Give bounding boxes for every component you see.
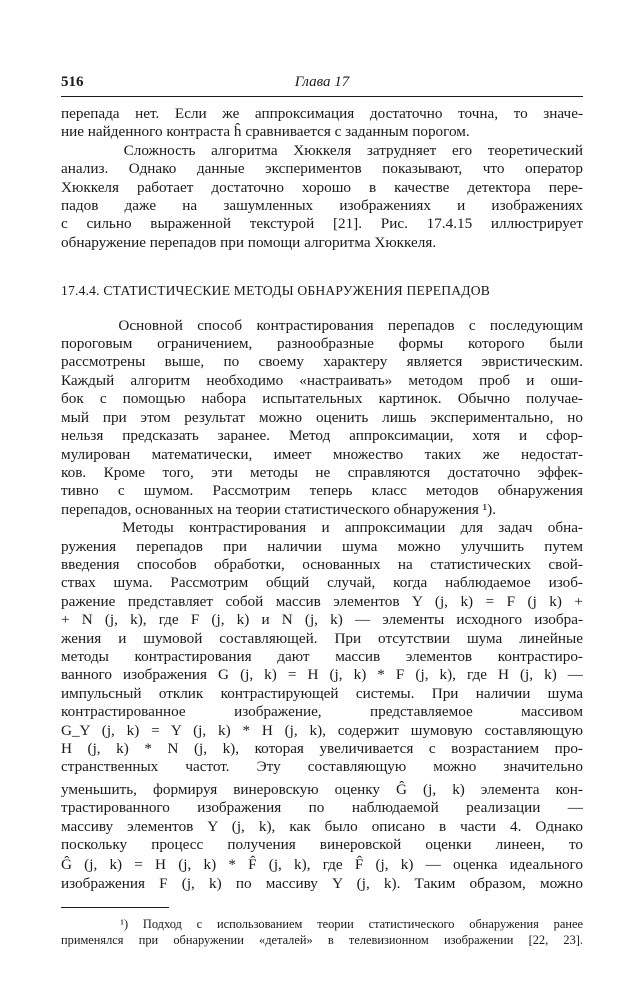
text-line: мый при этом результат можно оценить лишь экспериментально, но (61, 408, 583, 426)
text-line: Сложность алгоритма Хюккеля затрудняет его теоретический (61, 141, 583, 159)
text-line: введения способов обработки, основанных на статистических свой- (61, 555, 583, 573)
text-line: поскольку процесс получения винеровской оценки линеен, то (61, 836, 583, 854)
text-line: мулирован математически, имеет множество таких же недостат- (61, 445, 583, 463)
text-line: ние найденного контраста ĥ сравнивается с заданным порогом. (61, 123, 470, 141)
page (61, 74, 583, 949)
text-line: тивно с шумом. Рассмотрим теперь класс методов обнаружения (61, 482, 583, 500)
text-line: бок с помощью набора испытательных картинок. Обычно получае- (61, 390, 583, 408)
footnote-divider (61, 907, 169, 908)
paragraph-4 (61, 519, 583, 893)
text-line: + N (j, k), где F (j, k) и N (j, k) — элементы исходного изобра- (61, 611, 583, 629)
text-line: импульсный отклик контрастирующей системы. При наличии шума (61, 684, 583, 702)
text-line: уменьшить, формируя винеровскую оценку Ĝ (j, k) элемента кон- (61, 780, 583, 798)
text-line: Каждый алгоритм необходимо «настраивать» методом проб и оши- (61, 371, 583, 389)
text-line: ванного изображения G (j, k) = H (j, k) * F (j, k), где H (j, k) — (61, 666, 583, 684)
paragraph-1 (61, 105, 583, 142)
text-line: Ĝ (j, k) = H (j, k) * F̂ (j, k), где F̂ (j, k) — оценка идеального (61, 856, 583, 874)
text-line: трастированного изображения по наблюдаемой реализации — (61, 799, 583, 817)
body-text (61, 105, 583, 949)
text-line: ружения перепадов при наличии шума можно улучшить путем (61, 537, 583, 555)
footnote-line: ¹) Подход с использованием теории статистического обнаружения ранее (61, 917, 583, 932)
text-line: обнаружение перепадов при помощи алгоритма Хюккеля. (61, 233, 437, 251)
text-line: с сильно выраженной текстурой [21]. Рис. 17.4.15 иллюстрирует (61, 215, 583, 233)
text-line: H (j, k) * N (j, k), которая увеличивается с возрастанием про- (61, 740, 583, 757)
text-line: методы контрастирования дают массив элементов контрастиро- (61, 647, 583, 665)
text-line: падов даже на зашумленных изображениях и изображениях (61, 197, 583, 215)
running-head: Глава 17 (294, 74, 350, 90)
footnote-line: применялся при обнаружении «деталей» в телевизионном изображении [22, 23]. (61, 933, 583, 948)
text-line: Методы контрастирования и аппроксимации для задач обна- (61, 519, 583, 537)
text-line: контрастированное изображение, представляемое массивом (61, 703, 583, 721)
text-line: нельзя предсказать заранее. Метод аппроксимации, хотя и сфор- (61, 427, 583, 445)
text-line: анализ. Однако данные экспериментов показывают, что оператор (61, 160, 583, 178)
section-title: 17.4.4. СТАТИСТИЧЕСКИЕ МЕТОДЫ ОБНАРУЖЕНИЯ ПЕРЕПАДОВ (61, 283, 491, 299)
text-line: странственных частот. Эту составляющую можно значительно (61, 758, 583, 776)
text-line: Основной способ контрастирования перепадов с последующим (61, 316, 583, 334)
text-line: жения и шумовой составляющей. При отсутствии шума линейные (61, 629, 583, 647)
text-line: перепадов, основанных на теории статистического обнаружения ¹). (61, 500, 497, 518)
text-line: рассмотрены выше, по своему характеру является эвристическим. (61, 353, 583, 371)
paragraph-3 (61, 317, 583, 519)
text-line: перепада нет. Если же аппроксимация достаточно точна, то значе- (61, 105, 583, 122)
text-line: ствах шума. Рассмотрим общий случай, когда наблюдаемое изоб- (61, 574, 583, 592)
text-line: изображения F (j, k) по массиву Y (j, k). Таким образом, можно (61, 874, 583, 892)
text-line: пороговым ограничением, разнообразные формы которого были (61, 335, 583, 353)
page-header (61, 74, 583, 97)
paragraph-2 (61, 142, 583, 252)
text-line: массиву элементов Y (j, k), как было описано в части 4. Однако (61, 817, 583, 835)
text-line: ков. Кроме того, эти методы не справляются достаточно эффек- (61, 463, 583, 481)
text-line: ражение представляет собой массив элементов Y (j, k) = F (j k) + (61, 592, 583, 610)
footnote (61, 916, 583, 948)
page-number: 516 (61, 74, 84, 90)
text-line: G_Y (j, k) = Y (j, k) * H (j, k), содержит шумовую составляющую (61, 721, 583, 739)
text-line: Хюккеля работает достаточно хорошо в качестве детектора пере- (61, 178, 583, 196)
